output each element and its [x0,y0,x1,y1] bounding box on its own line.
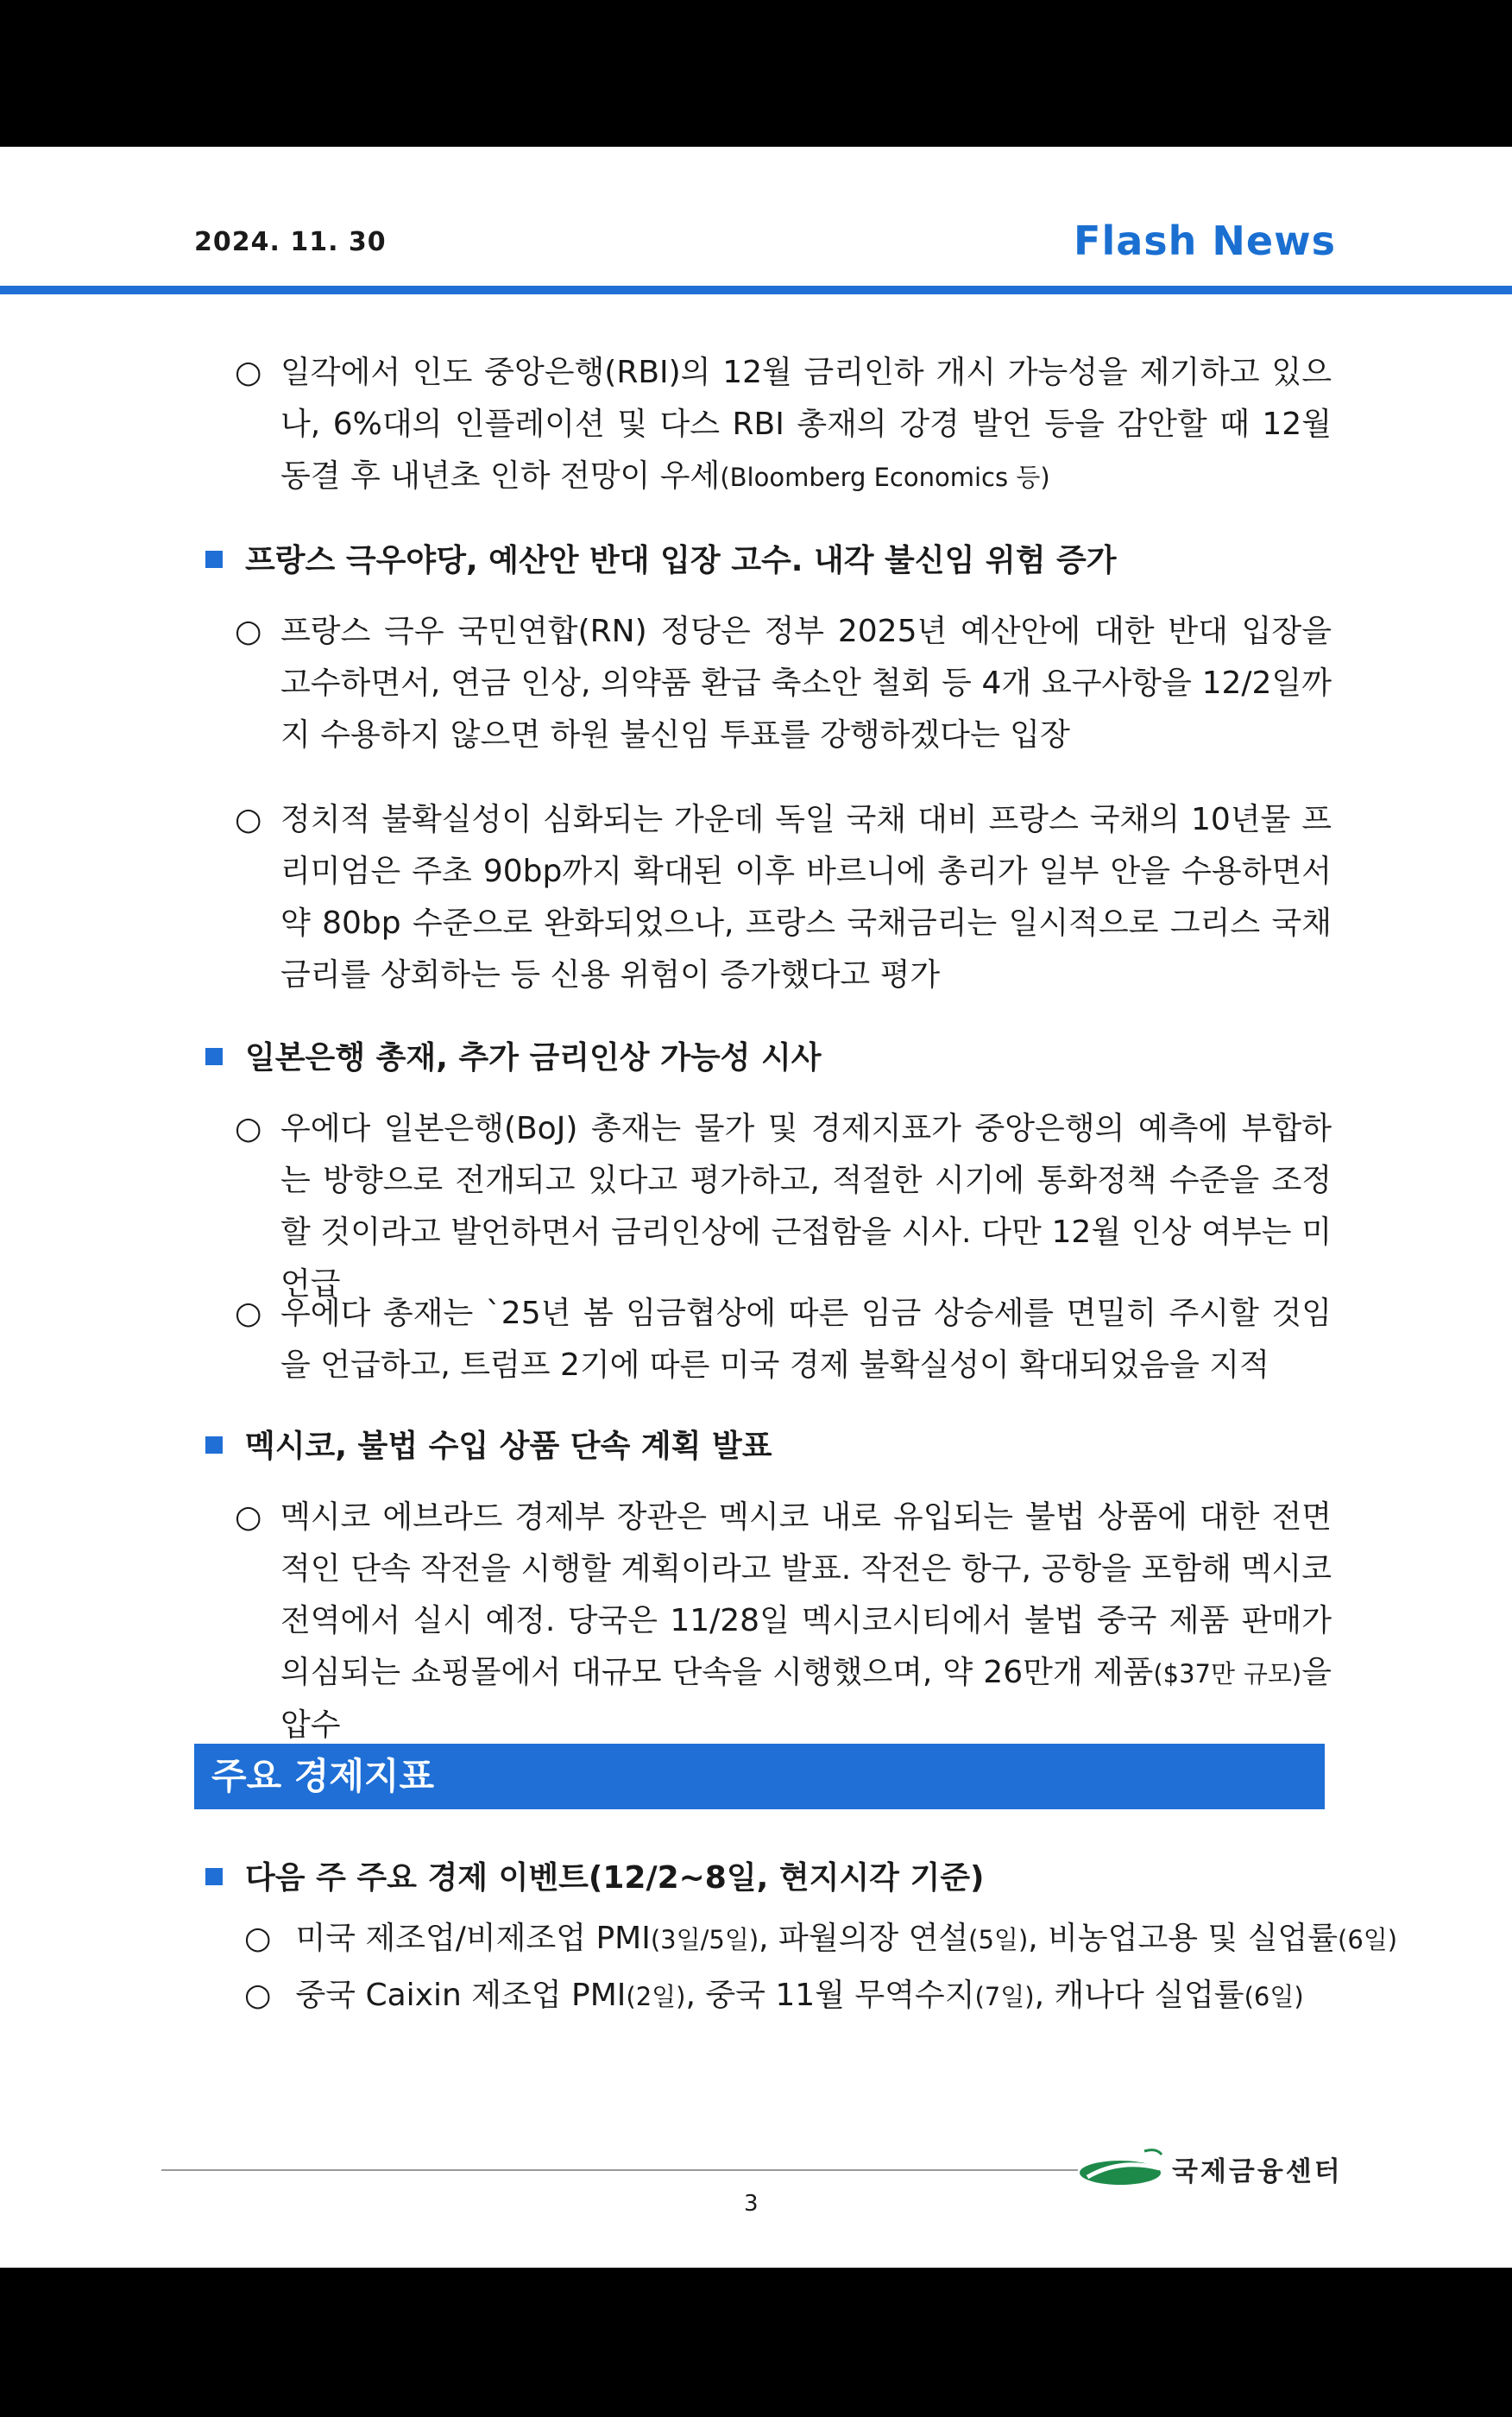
paragraph-boj-1 [237,1103,1332,1310]
paragraph-text: 우에다 총재는 `25년 봄 임금협상에 따른 임금 상승세를 면밀히 주시할 것임을 언급하고, 트럼프 2기에 따른 미국 경제 불확실성이 확대되었음을 지적 [280,1296,1332,1383]
event-line-us [244,1915,1397,1964]
paragraph-rbi [237,347,1332,503]
event-text: , 중국 11월 무역수지 [685,1978,975,2013]
page-number: 3 [744,2191,759,2217]
event-date-note: (5일) [968,1925,1029,1954]
circle-bullet: ○ [244,1978,272,2013]
circle-bullet: ○ [235,802,262,837]
heading-france: 프랑스 극우야당, 예산안 반대 입장 고수. 내각 불신임 위험 증가 [205,535,1117,587]
heading-mexico: 멕시코, 불법 수입 상품 단속 계획 발표 [205,1421,772,1473]
source-note: (Bloomberg Economics 등) [720,463,1050,492]
square-bullet-icon [205,1868,223,1885]
event-text: 중국 Caixin 제조업 PMI [295,1978,627,2013]
paragraph-text: 우에다 일본은행(BoJ) 총재는 물가 및 경제지표가 중앙은행의 예측에 부합하는 방향으로 전개되고 있다고 평가하고, 적절한 시기에 통화정책 수준을 조정할 것이라고 발언하면서 금리인상에 근접함을 시사. 다만 12월 인상 여부는 미언급 [280,1111,1332,1302]
paragraph-france-rn [237,606,1332,761]
paragraph-france-spread [237,794,1332,1001]
paragraph-text: 프랑스 극우 국민연합(RN) 정당은 정부 2025년 예산안에 대한 반대 입장을 고수하면서, 연금 인상, 의약품 환급 축소안 철회 등 4개 요구사항을 12/2일까지 수용하지 않으면 하원 불신임 투표를 강행하겠다는 입장 [280,614,1332,753]
circle-bullet: ○ [235,614,262,649]
event-date-note: (7일) [974,1982,1035,2011]
brand-title: Flash News [1074,218,1336,264]
event-date-note: (2일) [626,1982,686,2011]
square-bullet-icon [205,1048,223,1065]
heading-boj: 일본은행 총재, 추가 금리인상 가능성 시사 [205,1032,822,1084]
event-line-china-canada [244,1972,1304,2021]
heading-events: 다음 주 주요 경제 이벤트(12/2~8일, 현지시각 기준) [205,1852,984,1904]
paragraph-text: 일각에서 인도 중앙은행(RBI)의 12월 금리인하 개시 가능성을 제기하고 있으나, 6%대의 인플레이션 및 다스 RBI 총재의 강경 발언 등을 감안할 때 12월 동결 후 내년초 인하 전망이 우세 [280,355,1332,494]
document-page [0,147,1512,2268]
circle-bullet: ○ [235,355,262,390]
org-name: 국제금융센터 [1172,2156,1343,2187]
amount-note: ($37만 규모) [1153,1659,1302,1688]
circle-bullet: ○ [244,1921,272,1956]
paragraph-boj-2 [237,1288,1332,1392]
event-date-note: (6일) [1244,1982,1304,2011]
circle-bullet: ○ [235,1111,262,1146]
header-rule [0,286,1512,294]
event-date-note: (6일) [1338,1925,1398,1954]
event-date-note: (3일/5일) [650,1925,759,1954]
event-text: , 비농업고용 및 실업률 [1028,1921,1339,1956]
section-title-bar: 주요 경제지표 [194,1744,1325,1809]
report-date: 2024. 11. 30 [194,227,387,257]
footer-rule [161,2169,1078,2171]
square-bullet-icon [205,1436,223,1454]
circle-bullet: ○ [235,1499,262,1535]
event-text: , 캐나다 실업률 [1034,1978,1244,2013]
circle-bullet: ○ [235,1296,262,1331]
paragraph-text: 정치적 불확실성이 심화되는 가운데 독일 국채 대비 프랑스 국채의 10년물 프리미엄은 주초 90bp까지 확대된 이후 바르니에 총리가 일부 안을 수용하면서 약 80bp 수준으로 완화되었으나, 프랑스 국채금리는 일시적으로 그리스 국채금리를 상회하는 등 신용 위험이 증가했다고 평가 [280,802,1332,993]
square-bullet-icon [205,551,223,568]
paragraph-text: 멕시코 에브라드 경제부 장관은 멕시코 내로 유입되는 불법 상품에 대한 전면적인 단속 작전을 시행할 계획이라고 발표. 작전은 항구, 공항을 포함해 멕시코 전역에서 실시 예정. 당국은 11/28일 멕시코시티에서 불법 중국 제품 판매가 의심되는 쇼핑몰에서 대규모 단속을 시행했으며, 약 26만개 제품 [280,1499,1332,1690]
paragraph-mexico: ○ 멕시코 에브라드 경제부 장관은 멕시코 내로 유입되는 불법 상품에 대한 전면적인 단속 작전을 시행할 계획이라고 발표. 작전은 항구, 공항을 포함해 멕시코 전역에서 실시 예정. 당국은 11/28일 멕시코시티에서 불법 중국 제품 판매가 의심되는 쇼핑몰에서 대규모 단속을 시행했으며, 약 26만개 제품($37만 규모)을 압수 [237,1492,1332,1751]
event-text: 미국 제조업/비제조업 PMI [295,1921,651,1956]
event-text: , 파월의장 연설 [759,1921,969,1956]
